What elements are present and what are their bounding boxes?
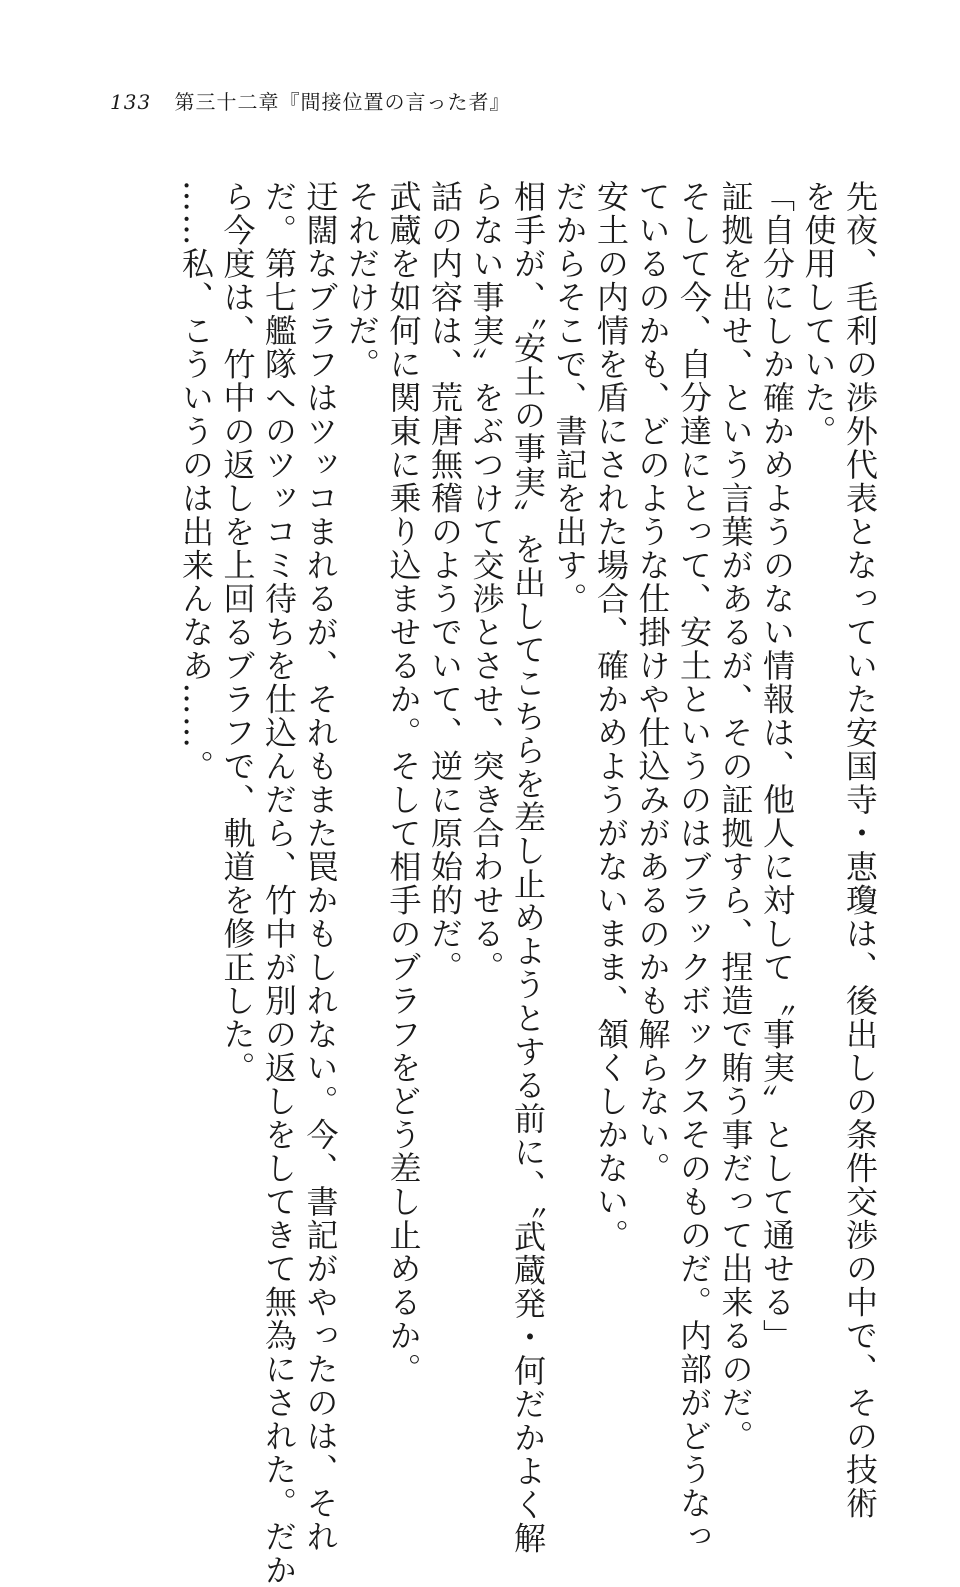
text-line: 相手が、〝安土の事実〟を出してこちらを差し止めようとする前に、〝武蔵発・何だかよく解: [509, 180, 547, 1555]
text-line: 先夜、毛利の渉外代表となっていた安国寺・恵瓊は、後出しの条件交渉の中で、その技術: [841, 180, 879, 1520]
text-line: らない事実〟をぶつけて交渉とさせ、突き合わせる。: [467, 180, 506, 984]
text-line: ……私、こういうのは出来んなあ……。: [177, 180, 215, 783]
text-line: それだけだ。: [343, 180, 381, 381]
text-line: 証拠を出せ、という言葉があるが、その証拠すら、捏造で賄う事だって出来るのだ。: [716, 180, 755, 1453]
text-line: 安土の内情を盾にされた場合、確かめようがないまま、頷くしかない。: [592, 180, 630, 1252]
text-line: を使用していた。: [799, 180, 838, 448]
text-line: 話の内容は、荒唐無稽のようでいて、逆に原始的だ。: [426, 180, 464, 984]
page-header: [110, 86, 511, 115]
chapter-title: 第三十二章『間接位置の言った者』: [174, 90, 511, 114]
text-line: 「自分にしか確かめようのない情報は、他人に対して〝事実〟として通せる」: [758, 180, 796, 1353]
body-text: [100, 180, 880, 1587]
text-line: 武蔵を如何に関東に乗り込ませるか。そして相手のブラフをどう差し止めるか。: [384, 180, 423, 1386]
text-line: 迂闊なブラフはツッコまれるが、それもまた罠かもしれない。今、書記がやったのは、それ: [301, 180, 340, 1554]
text-line: ているのかも、どのような仕掛けや仕込みがあるのかも解らない。: [633, 180, 672, 1185]
page-number: 133: [110, 90, 152, 114]
text-line: だ。第七艦隊へのツッコミ待ちを仕込んだら、竹中が別の返しをしてきて無為にされた。だか: [260, 180, 298, 1587]
text-line: そして今、自分達にとって、安土というのはブラックボックスそのものだ。内部がどうなっ: [675, 180, 713, 1554]
text-line: だからそこで、書記を出す。: [550, 180, 589, 616]
text-line: ら今度は、竹中の返しを上回るブラフで、軌道を修正した。: [218, 180, 257, 1085]
